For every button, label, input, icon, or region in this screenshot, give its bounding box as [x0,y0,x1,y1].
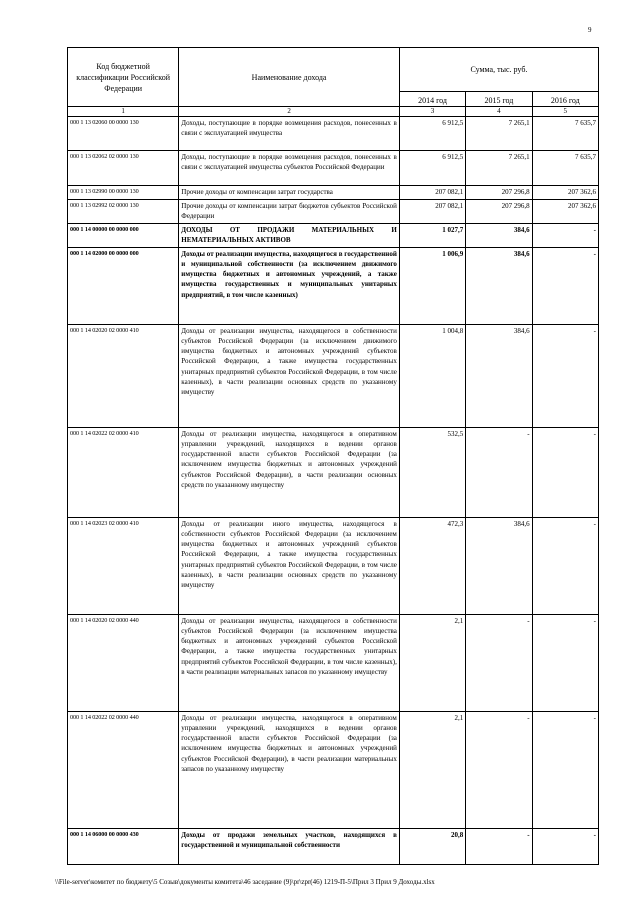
table-row [68,117,599,151]
table-row [68,517,599,614]
amount-2015: - [466,711,532,828]
budget-code: 000 1 13 02062 02 0000 130 [68,151,179,186]
amount-2016: - [532,828,598,864]
header-year-2015: 2015 год [466,92,532,107]
amount-2014: 2,1 [399,614,465,711]
revenue-name: Доходы от продажи земельных участков, находящихся в государственной и муниципальной собственности [179,828,400,864]
budget-code: 000 1 14 06000 00 0000 430 [68,828,179,864]
amount-2016: - [532,247,598,324]
amount-2016: - [532,517,598,614]
amount-2014: 1 004,8 [399,324,465,427]
amount-2016: 207 362,6 [532,186,598,200]
amount-2014: 1 027,7 [399,224,465,248]
header-name-column: Наименование дохода [179,48,400,107]
amount-2014: 6 912,5 [399,117,465,151]
column-number: 4 [466,107,532,117]
amount-2015: 384,6 [466,324,532,427]
table-row [68,247,599,324]
revenue-name: Прочие доходы от компенсации затрат государства [179,186,400,200]
revenue-name: Прочие доходы от компенсации затрат бюджетов субъектов Российской Федерации [179,200,400,224]
amount-2016: 7 635,7 [532,117,598,151]
file-path-footer: \\File-server\комитет по бюджету\5 Созыв\документы комитета\46 заседание (9)\pr\zpr(46) 1219-П-5\Прил 3 Прил 9 Доходы.xlsx [55,878,435,886]
amount-2015: - [466,614,532,711]
column-number: 5 [532,107,598,117]
amount-2015: 384,6 [466,224,532,248]
revenue-name: Доходы от реализации имущества, находящегося в оперативном управлении учреждений, находящихся в ведении органов государственной власти субъектов Российской Федерации (за исключением имущества бюджетных и автономных учреждений субъектов Российской Федерации), в части реализации основных средств по указанному имуществу [179,427,400,517]
amount-2015: 207 296,8 [466,186,532,200]
amount-2014: 207 082,1 [399,186,465,200]
amount-2014: 472,3 [399,517,465,614]
amount-2014: 1 006,9 [399,247,465,324]
column-number: 1 [68,107,179,117]
amount-2015: 207 296,8 [466,200,532,224]
table-row [68,324,599,427]
header-code-column: Код бюджетной классификации Российской Федерации [68,48,179,107]
budget-code: 000 1 13 02990 00 0000 130 [68,186,179,200]
page-number: 9 [588,26,592,34]
amount-2015: 7 265,1 [466,151,532,186]
revenue-name: Доходы, поступающие в порядке возмещения расходов, понесенных в связи с эксплуатацией имущества [179,117,400,151]
revenue-table [67,47,599,865]
amount-2014: 2,1 [399,711,465,828]
amount-2016: - [532,224,598,248]
header-year-2014: 2014 год [399,92,465,107]
column-number: 3 [399,107,465,117]
revenue-name: Доходы от реализации имущества, находящегося в оперативном управлении учреждений, находящихся в ведении органов государственной власти субъектов Российской Федерации (за исключением имущества бюджетных и автономных учреждений субъектов Российской Федерации), в части реализации материальных запасов по указанному имуществу [179,711,400,828]
header-year-2016: 2016 год [532,92,598,107]
budget-code: 000 1 14 00000 00 0000 000 [68,224,179,248]
amount-2015: - [466,828,532,864]
amount-2014: 6 912,5 [399,151,465,186]
amount-2015: - [466,427,532,517]
revenue-name: Доходы от реализации имущества, находящегося в государственной и муниципальной собственности (за исключением движимого имущества бюджетных и автономных учреждений, а также имущества государственных и муниципальных унитарных предприятий, в том числе казенных) [179,247,400,324]
revenue-name: Доходы, поступающие в порядке возмещения расходов, понесенных в связи с эксплуатацией имущества субъектов Российской Федерации [179,151,400,186]
table-row [68,828,599,864]
amount-2016: 207 362,6 [532,200,598,224]
amount-2014: 20,8 [399,828,465,864]
table-row [68,427,599,517]
amount-2014: 532,5 [399,427,465,517]
revenue-name: Доходы от реализации иного имущества, находящегося в собственности субъектов Российской Федерации (за исключением имущества бюджетных и автономных учреждений субъектов Российской Федерации, а также имущества государственных унитарных предприятий субъектов Российской Федерации, в том числе казенных), в части реализации основных средств по указанному имуществу [179,517,400,614]
revenue-name: Доходы от реализации имущества, находящегося в собственности субъектов Российской Федерации (за исключением движимого имущества бюджетных и автономных учреждений субъектов Российской Федерации, а также имущества государственных унитарных предприятий субъектов Российской Федерации, в том числе казенных), в части реализации основных средств по указанному имуществу [179,324,400,427]
column-number: 2 [179,107,400,117]
amount-2016: - [532,324,598,427]
header-sum-column: Сумма, тыс. руб. [399,48,598,92]
amount-2015: 384,6 [466,517,532,614]
budget-code: 000 1 14 02020 02 0000 410 [68,324,179,427]
amount-2014: 207 082,1 [399,200,465,224]
budget-code: 000 1 13 02060 00 0000 130 [68,117,179,151]
budget-code: 000 1 14 02020 02 0000 440 [68,614,179,711]
table-row [68,186,599,200]
budget-code: 000 1 14 02023 02 0000 410 [68,517,179,614]
revenue-name: ДОХОДЫ ОТ ПРОДАЖИ МАТЕРИАЛЬНЫХ И НЕМАТЕРИАЛЬНЫХ АКТИВОВ [179,224,400,248]
table-row [68,614,599,711]
amount-2016: - [532,427,598,517]
table-row [68,711,599,828]
amount-2015: 7 265,1 [466,117,532,151]
budget-code: 000 1 14 02022 02 0000 440 [68,711,179,828]
budget-code: 000 1 14 02022 02 0000 410 [68,427,179,517]
table-row [68,151,599,186]
budget-code: 000 1 14 02000 00 0000 000 [68,247,179,324]
amount-2015: 384,6 [466,247,532,324]
revenue-name: Доходы от реализации имущества, находящегося в собственности субъектов Российской Федерации (за исключением имущества бюджетных и автономных учреждений субъектов Российской Федерации, а также имущества государственных унитарных предприятий субъектов Российской Федерации, в том числе казенных), в части реализации материальных запасов по указанному имуществу [179,614,400,711]
amount-2016: - [532,614,598,711]
budget-code: 000 1 13 02992 02 0000 130 [68,200,179,224]
table-row [68,200,599,224]
table-row [68,224,599,248]
amount-2016: - [532,711,598,828]
amount-2016: 7 635,7 [532,151,598,186]
